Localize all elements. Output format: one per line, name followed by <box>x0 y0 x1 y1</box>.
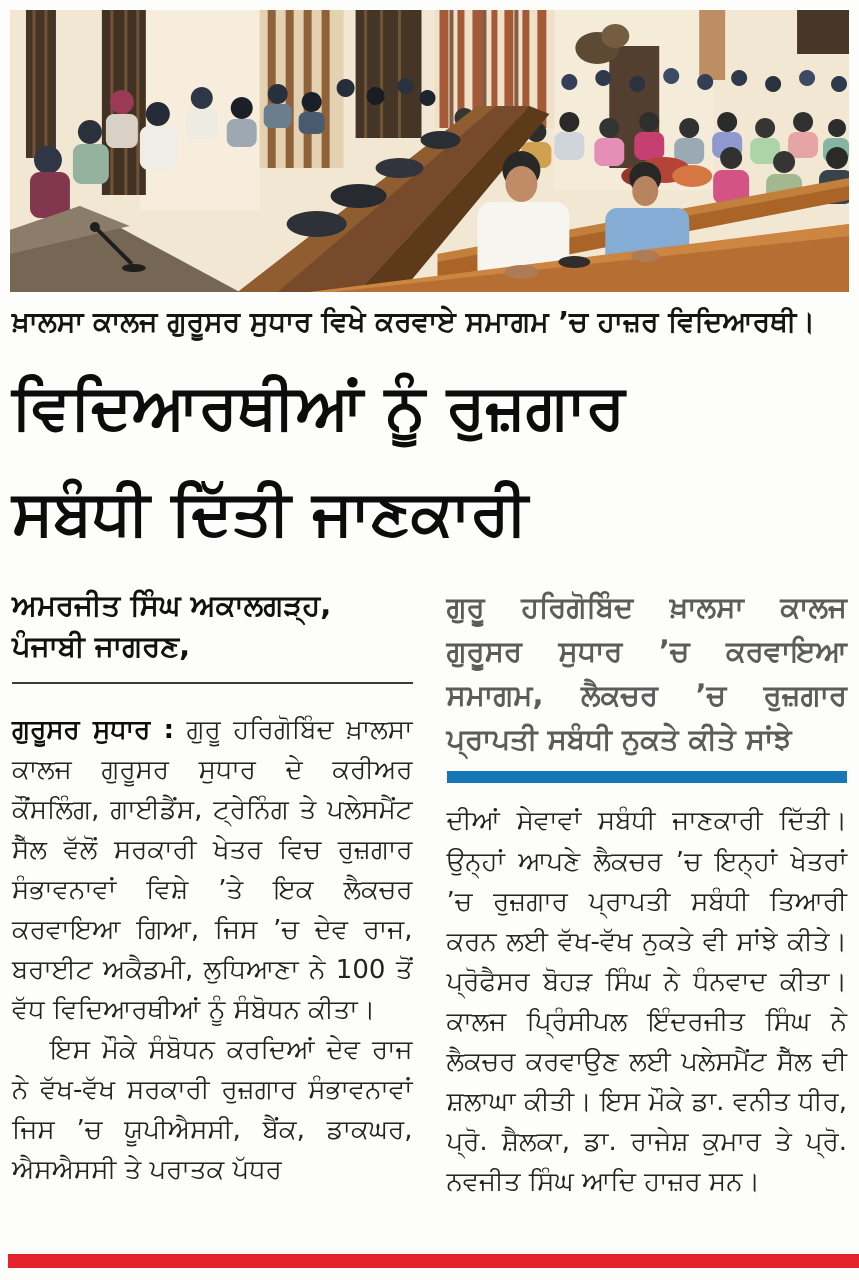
right-column <box>447 585 848 1202</box>
body-paragraph-3: ਦੀਆਂ ਸੇਵਾਵਾਂ ਸਬੰਧੀ ਜਾਣਕਾਰੀ ਦਿੱਤੀ। ਉਨ੍ਹਾਂ ਆਪਣੇ ਲੈਕਚਰ ’ਚ ਇਨ੍ਹਾਂ ਖੇਤਰਾਂ ’ਚ ਰੁਜ਼ਗਾਰ ਪ੍ਰਾਪਤੀ ਸਬੰਧੀ ਤਿਆਰੀ ਕਰਨ ਲਈ ਵੱਖ-ਵੱਖ ਨੁਕਤੇ ਵੀ ਸਾਂਝੇ ਕੀਤੇ। ਪ੍ਰੋਫੈਸਰ ਬੋਹੜ ਸਿੰਘ ਨੇ ਧੰਨਵਾਦ ਕੀਤਾ। ਕਾਲਜ ਪ੍ਰਿੰਸੀਪਲ ਇੰਦਰਜੀਤ ਸਿੰਘ ਨੇ ਲੈਕਚਰ ਕਰਵਾਉਣ ਲਈ ਪਲੇਸਮੈਂਟ ਸੈੱਲ ਦੀ ਸ਼ਲਾਘਾ ਕੀਤੀ। ਇਸ ਮੌਕੇ ਡਾ. ਵਨੀਤ ਧੀਰ, ਪ੍ਰੋ. ਸ਼ੈਲਕਾ, ਡਾ. ਰਾਜੇਸ਼ ਕੁਮਾਰ ਤੇ ਪ੍ਰੋ. ਨਵਜੀਤ ਸਿੰਘ ਆਦਿ ਹਾਜ਼ਰ ਸਨ। <box>446 806 847 1197</box>
body-paragraph-1 <box>12 710 413 1030</box>
headline-line1: ਵਿਦਿਆਰਥੀਆਂ ਨੂੰ ਰੁਜ਼ਗਾਰ <box>12 370 625 444</box>
dateline: ਗੁਰੂਸਰ ਸੁਧਾਰ : <box>12 714 174 745</box>
article-photo <box>10 10 849 292</box>
left-column <box>12 585 413 1202</box>
byline-divider <box>12 682 413 684</box>
bottom-red-rule <box>8 1254 859 1268</box>
lecture-hall-illustration <box>10 10 849 292</box>
paragraph-1-text: ਗੁਰੂ ਹਰਿਗੋਬਿੰਦ ਖ਼ਾਲਸਾ ਕਾਲਜ ਗੁਰੂਸਰ ਸੁਧਾਰ ਦੇ ਕਰੀਅਰ ਕੌਂਸਲਿੰਗ, ਗਾਈਡੈਂਸ, ਟ੍ਰੇਨਿੰਗ ਤੇ ਪਲੇਸਮੈਂਟ ਸੈੱਲ ਵੱਲੋਂ ਸਰਕਾਰੀ ਖੇਤਰ ਵਿਚ ਰੁਜ਼ਗਾਰ ਸੰਭਾਵਨਾਵਾਂ ਵਿਸ਼ੇ ’ਤੇ ਇਕ ਲੈਕਚਰ ਕਰਵਾਇਆ ਗਿਆ, ਜਿਸ ’ਚ ਦੇਵ ਰਾਜ, ਬਰਾਈਟ ਅਕੈਡਮੀ, ਲੁਧਿਆਣਾ ਨੇ 100 ਤੋਂ ਵੱਧ ਵਿਦਿਆਰਥੀਆਂ ਨੂੰ ਸੰਬੋਧਨ ਕੀਤਾ। <box>12 714 413 1025</box>
body-paragraph-2: ਇਸ ਮੌਕੇ ਸੰਬੋਧਨ ਕਰਦਿਆਂ ਦੇਵ ਰਾਜ ਨੇ ਵੱਖ-ਵੱਖ ਸਰਕਾਰੀ ਰੁਜ਼ਗਾਰ ਸੰਭਾਵਨਾਵਾਂ ਜਿਸ ’ਚ ਯੂਪੀਐਸਸੀ, ਬੈਂਕ, ਡਾਕਘਰ, ਐਸਐਸਸੀ ਤੇ ਪਰਾਤਕ ਪੱਧਰ <box>12 1034 413 1185</box>
headline <box>12 354 847 565</box>
article-columns <box>12 585 847 1202</box>
photo-caption: ਖ਼ਾਲਸਾ ਕਾਲਜ ਗੁਰੂਸਰ ਸੁਧਾਰ ਵਿਖੇ ਕਰਵਾਏ ਸਮਾਗਮ ’ਚ ਹਾਜ਼ਰ ਵਿਦਿਆਰਥੀ। <box>12 305 816 338</box>
standfirst-underline-bar <box>447 771 848 783</box>
standfirst: ਗੁਰੂ ਹਰਿਗੋਬਿੰਦ ਖ਼ਾਲਸਾ ਕਾਲਜ ਗੁਰੂਸਰ ਸੁਧਾਰ ’ਚ ਕਰਵਾਇਆ ਸਮਾਗਮ, ਲੈਕਚਰ ’ਚ ਰੁਜ਼ਗਾਰ ਪ੍ਰਾਪਤੀ ਸਬੰਧੀ ਨੁਕਤੇ ਕੀਤੇ ਸਾਂਝੇ <box>446 590 847 757</box>
headline-line2: ਸਬੰਧੀ ਦਿੱਤੀ ਜਾਣਕਾਰੀ <box>12 475 528 549</box>
byline: ਅਮਰਜੀਤ ਸਿੰਘ ਅਕਾਲਗੜ੍ਹ, ਪੰਜਾਬੀ ਜਾਗਰਣ, <box>12 588 332 664</box>
